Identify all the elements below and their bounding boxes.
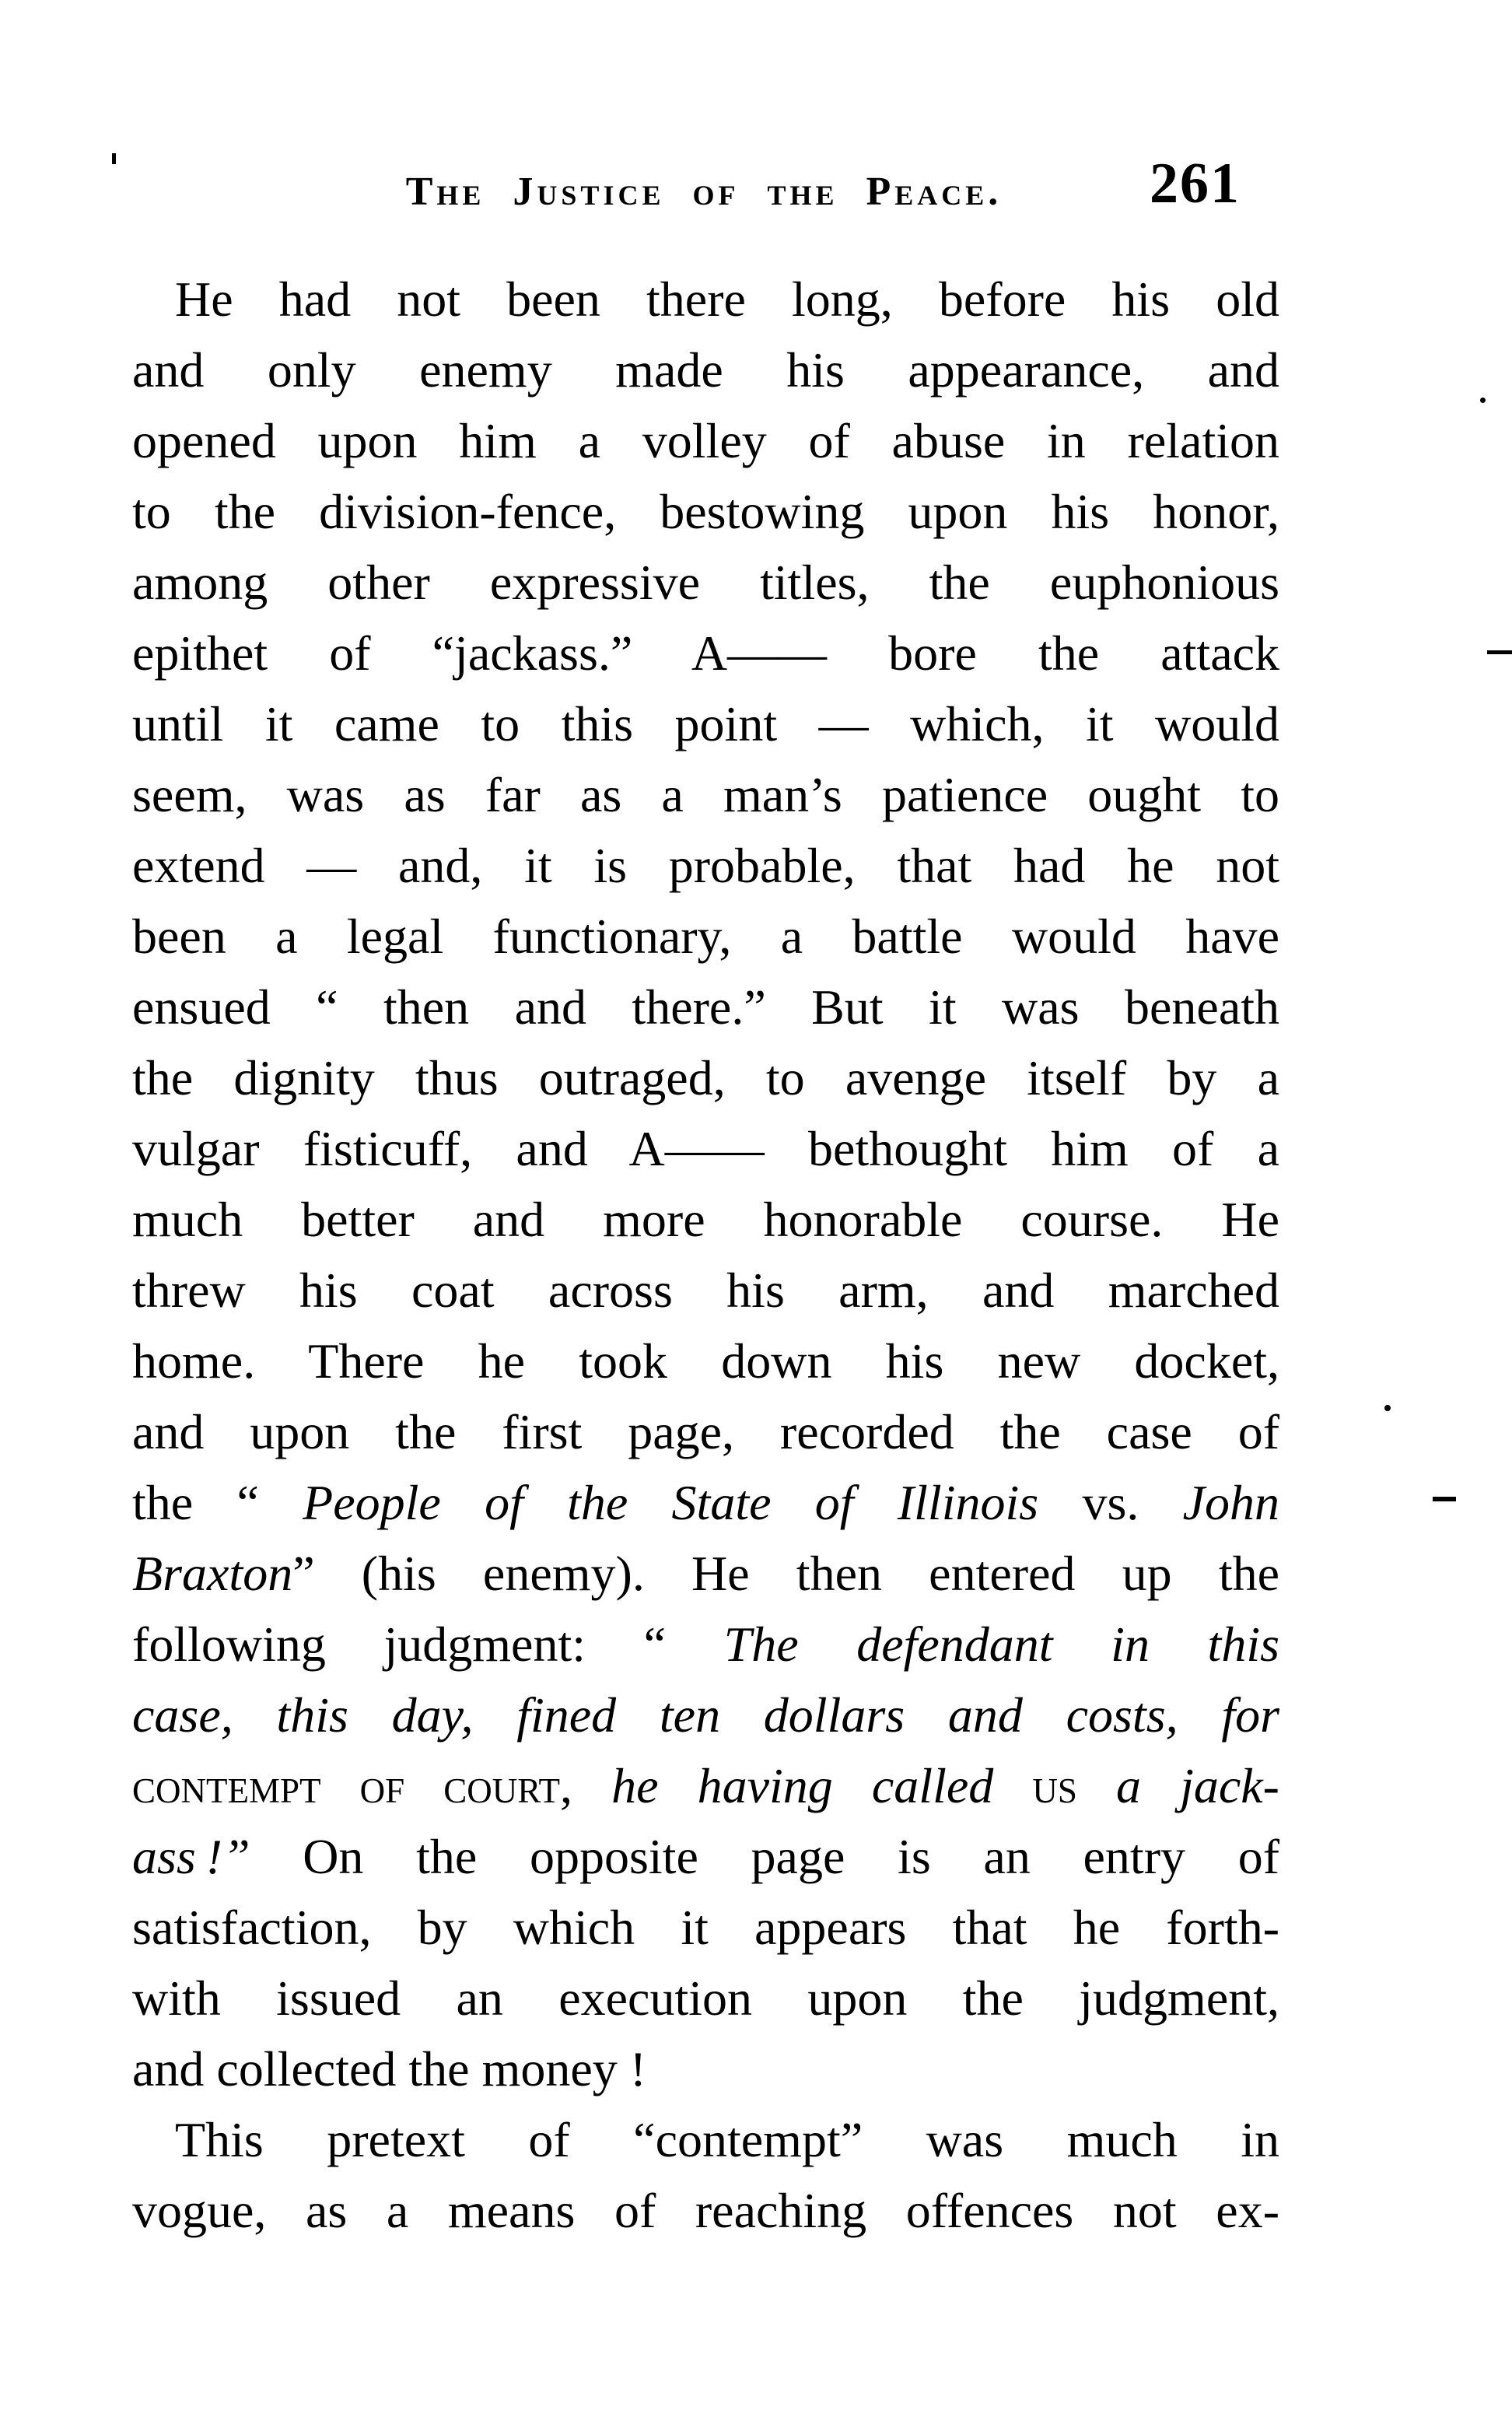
text-segment: extend — and, it is probable, that had he not bbox=[132, 838, 1279, 893]
scan-speck bbox=[112, 153, 116, 164]
text-segment: threw his coat across his arm, and marched bbox=[132, 1263, 1279, 1318]
text-line bbox=[132, 405, 1279, 476]
text-line bbox=[132, 335, 1279, 405]
italic-text-segment: he having called bbox=[611, 1758, 1033, 1813]
text-segment: ensued “ then and there.” But it was beneath bbox=[132, 979, 1279, 1035]
text-segment: to the division-fence, bestowing upon his honor, bbox=[132, 484, 1279, 539]
text-segment: ” (his enemy). He then entered up the bbox=[292, 1546, 1279, 1601]
text-line bbox=[132, 1892, 1279, 1963]
text-line bbox=[132, 264, 1279, 335]
text-segment: been a legal functionary, a battle would have bbox=[132, 909, 1279, 964]
scan-speck bbox=[1480, 398, 1486, 403]
text-line bbox=[132, 2175, 1279, 2246]
italic-text-segment: a jack- bbox=[1116, 1758, 1279, 1813]
smallcaps-text-segment: us bbox=[1032, 1758, 1116, 1813]
text-segment: On the opposite page is an entry of bbox=[250, 1829, 1279, 1884]
text-segment: He had not been there long, before his old bbox=[175, 271, 1279, 327]
text-line bbox=[132, 1538, 1279, 1609]
text-line bbox=[132, 2033, 1279, 2104]
text-line bbox=[132, 688, 1279, 759]
text-line bbox=[132, 901, 1279, 972]
scan-speck bbox=[1433, 1497, 1456, 1501]
text-line bbox=[132, 1113, 1279, 1184]
text-line bbox=[132, 1326, 1279, 1396]
text-line bbox=[132, 1042, 1279, 1113]
running-title: The Justice of the Peace. bbox=[405, 170, 1003, 214]
text-line bbox=[132, 1609, 1279, 1680]
text-segment: and upon the first page, recorded the case of bbox=[132, 1404, 1279, 1459]
text-segment: and only enemy made his appearance, and bbox=[132, 342, 1279, 398]
italic-text-segment: People of the State of Illinois bbox=[303, 1475, 1039, 1530]
smallcaps-text-segment: contempt of court, bbox=[132, 1758, 612, 1813]
italic-text-segment: ass !” bbox=[132, 1829, 250, 1884]
scan-speck bbox=[1384, 1405, 1391, 1411]
text-segment: opened upon him a volley of abuse in relation bbox=[132, 413, 1279, 468]
text-segment: home. There he took down his new docket, bbox=[132, 1333, 1279, 1389]
text-segment: vulgar fisticuff, and A—— bethought him of a bbox=[132, 1121, 1279, 1176]
text-line bbox=[132, 1255, 1279, 1326]
text-segment: the dignity thus outraged, to avenge itself by a bbox=[132, 1050, 1279, 1105]
italic-text-segment: The defendant in this bbox=[723, 1617, 1279, 1672]
text-segment: the “ bbox=[132, 1475, 303, 1530]
text-segment: seem, was as far as a man’s patience ought to bbox=[132, 767, 1279, 822]
text-line bbox=[132, 618, 1279, 688]
text-segment: vs. bbox=[1038, 1475, 1183, 1530]
text-segment: This pretext of “contempt” was much in bbox=[175, 2112, 1279, 2167]
text-line bbox=[132, 1680, 1279, 1750]
text-line bbox=[132, 1184, 1279, 1255]
text-segment: following judgment: “ bbox=[132, 1617, 724, 1672]
italic-text-segment: John bbox=[1182, 1475, 1280, 1530]
text-line bbox=[132, 1750, 1279, 1821]
text-line bbox=[132, 1467, 1279, 1538]
text-line bbox=[132, 972, 1279, 1042]
text-segment: much better and more honorable course. He bbox=[132, 1192, 1279, 1247]
text-line bbox=[132, 830, 1279, 901]
body-text bbox=[132, 264, 1279, 2246]
text-segment: epithet of “jackass.” A—— bore the attack bbox=[132, 625, 1279, 681]
text-line bbox=[132, 476, 1279, 547]
text-line bbox=[132, 1963, 1279, 2033]
text-line bbox=[132, 759, 1279, 830]
page-number: 261 bbox=[1150, 152, 1241, 215]
italic-text-segment: Braxton bbox=[132, 1546, 293, 1601]
text-line bbox=[132, 1396, 1279, 1467]
text-segment: and collected the money ! bbox=[132, 2041, 647, 2096]
text-segment: satisfaction, by which it appears that he forth- bbox=[132, 1900, 1279, 1955]
text-segment: until it came to this point — which, it would bbox=[132, 696, 1279, 751]
scan-speck bbox=[1487, 650, 1512, 654]
text-segment: vogue, as a means of reaching offences not ex- bbox=[132, 2183, 1279, 2238]
text-line bbox=[132, 1821, 1279, 1892]
text-segment: among other expressive titles, the euphonious bbox=[132, 555, 1279, 610]
text-line bbox=[132, 547, 1279, 618]
text-segment: with issued an execution upon the judgment, bbox=[132, 1970, 1279, 2026]
text-line bbox=[132, 2104, 1279, 2175]
italic-text-segment: case, this day, fined ten dollars and costs, for bbox=[132, 1687, 1279, 1743]
